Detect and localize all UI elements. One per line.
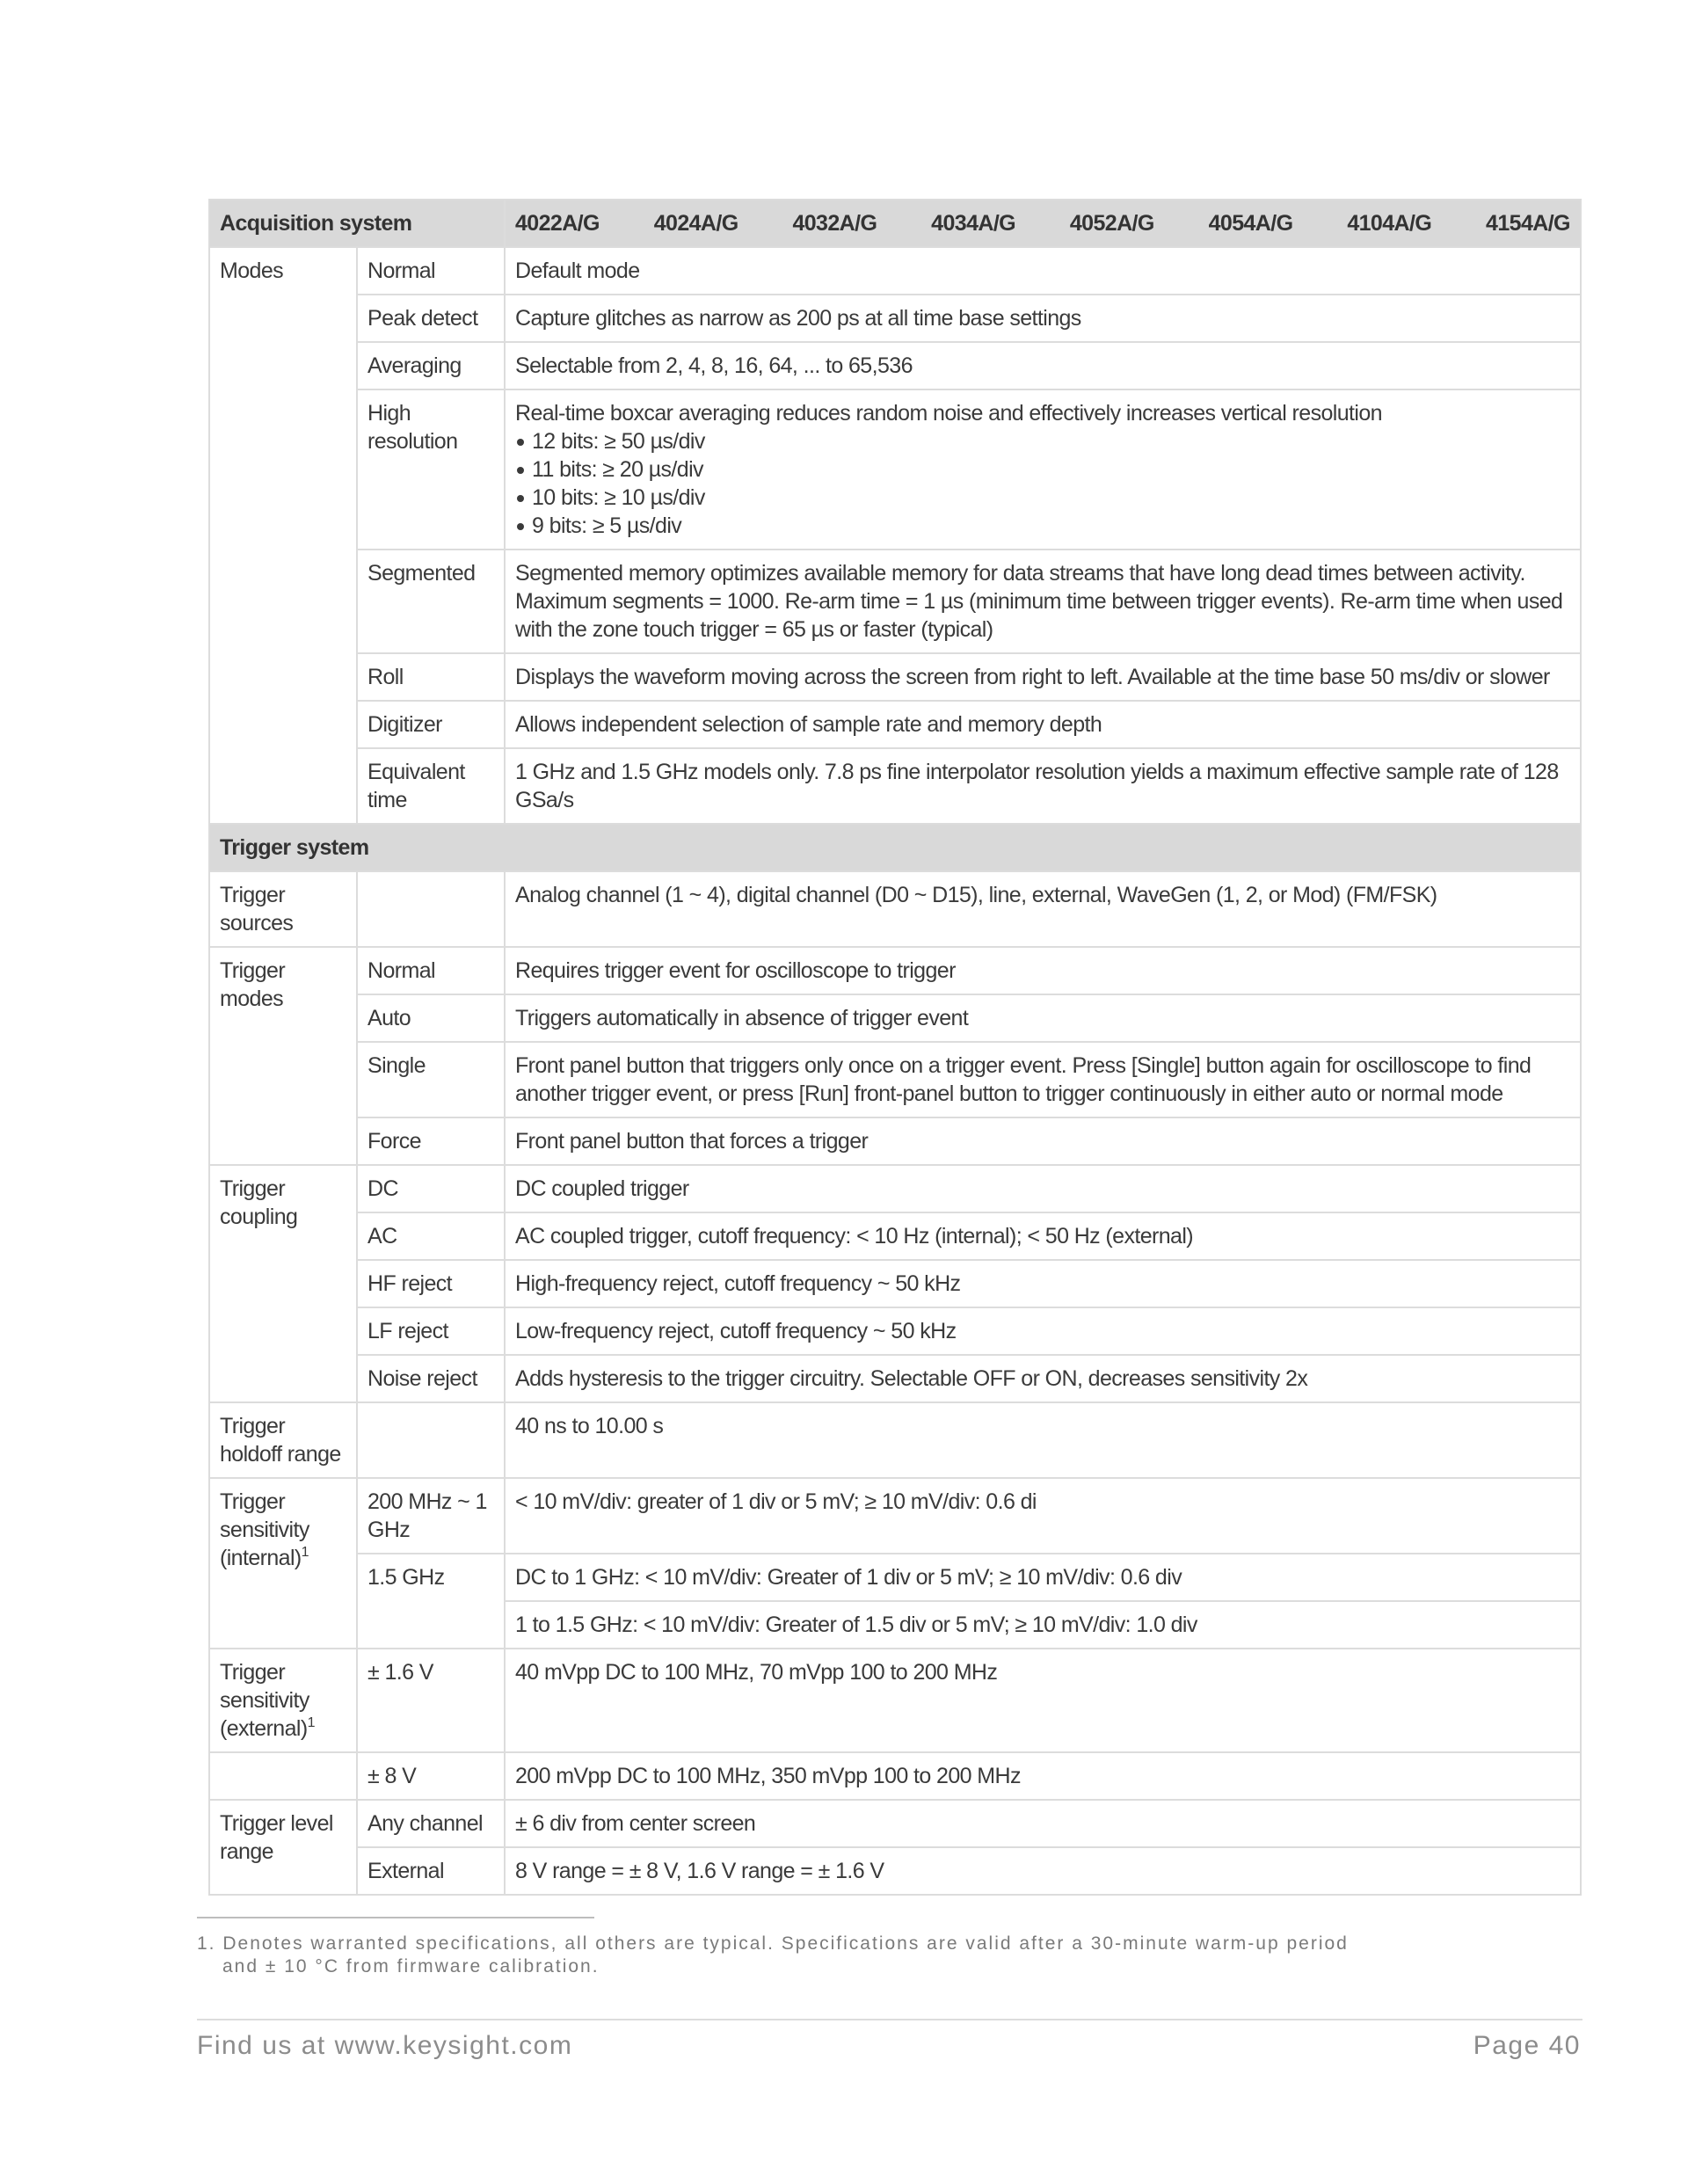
description: Triggers automatically in absence of trigger event xyxy=(505,994,1581,1042)
table-row xyxy=(209,1355,1581,1402)
description: 8 V range = ± 8 V, 1.6 V range = ± 1.6 V xyxy=(505,1847,1581,1895)
table-row xyxy=(209,1042,1581,1117)
table-row xyxy=(209,1260,1581,1307)
row-label: Trigger level range xyxy=(209,1800,357,1895)
description-cell xyxy=(505,389,1581,550)
description: Capture glitches as narrow as 200 ps at all time base settings xyxy=(505,295,1581,342)
sub-label: ± 1.6 V xyxy=(357,1649,505,1752)
table-row xyxy=(209,871,1581,947)
description: Selectable from 2, 4, 8, 16, 64, ... to 65,536 xyxy=(505,342,1581,389)
table-row xyxy=(209,1752,1581,1800)
description: DC to 1 GHz: < 10 mV/div: Greater of 1 div or 5 mV; ≥ 10 mV/div: 0.6 div xyxy=(505,1554,1581,1601)
description: Low-frequency reject, cutoff frequency ~ 50 kHz xyxy=(505,1307,1581,1355)
sub-label: Single xyxy=(357,1042,505,1117)
sub-label: Normal xyxy=(357,247,505,295)
sub-label: Digitizer xyxy=(357,701,505,748)
model-label: 4052A/G xyxy=(1069,211,1154,236)
row-label: Trigger sources xyxy=(209,871,357,947)
table-row xyxy=(209,701,1581,748)
sub-label: High resolution xyxy=(357,389,505,550)
table-row xyxy=(209,342,1581,389)
sub-label: Roll xyxy=(357,653,505,701)
description: ± 6 div from center screen xyxy=(505,1800,1581,1847)
sub-label: Normal xyxy=(357,947,505,994)
list-item: 12 bits: ≥ 50 µs/div xyxy=(515,427,1570,455)
page-number: Page 40 xyxy=(1473,2031,1581,2060)
model-list xyxy=(505,200,1581,247)
description: Allows independent selection of sample rate and memory depth xyxy=(505,701,1581,748)
table-row xyxy=(209,1165,1581,1212)
sub-label: Peak detect xyxy=(357,295,505,342)
sub-label: External xyxy=(357,1847,505,1895)
model-label: 4034A/G xyxy=(931,211,1016,236)
row-label: Trigger sensitivity (internal) xyxy=(220,1489,309,1570)
table-row xyxy=(209,1402,1581,1478)
sub-label: Auto xyxy=(357,994,505,1042)
acquisition-title: Acquisition system xyxy=(209,200,505,247)
sub-label: LF reject xyxy=(357,1307,505,1355)
model-label: 4104A/G xyxy=(1347,211,1432,236)
bullet-list xyxy=(515,427,1570,540)
footnote-divider xyxy=(197,1917,594,1918)
description: Displays the waveform moving across the screen from right to left. Available at the time base 50 ms/div or slower xyxy=(505,653,1581,701)
row-label: Trigger holdoff range xyxy=(209,1402,357,1478)
row-label: Trigger coupling xyxy=(209,1165,357,1402)
model-label: 4154A/G xyxy=(1486,211,1570,236)
description: Default mode xyxy=(505,247,1581,295)
trigger-header-row xyxy=(209,824,1581,871)
table-row xyxy=(209,653,1581,701)
row-label: Trigger sensitivity (external) xyxy=(220,1660,309,1741)
description: Requires trigger event for oscilloscope to trigger xyxy=(505,947,1581,994)
table-row xyxy=(209,1800,1581,1847)
description: Adds hysteresis to the trigger circuitry. Selectable OFF or ON, decreases sensitivity 2x xyxy=(505,1355,1581,1402)
table-row xyxy=(209,1307,1581,1355)
sub-label: Averaging xyxy=(357,342,505,389)
sub-label: 200 MHz ~ 1 GHz xyxy=(357,1478,505,1554)
table-row xyxy=(209,947,1581,994)
table-row xyxy=(209,247,1581,295)
footer-divider xyxy=(197,2019,1582,2020)
description: 200 mVpp DC to 100 MHz, 350 mVpp 100 to 200 MHz xyxy=(505,1752,1581,1800)
list-item: 11 bits: ≥ 20 µs/div xyxy=(515,455,1570,484)
sub-label: Equivalent time xyxy=(357,748,505,824)
sub-label: ± 8 V xyxy=(357,1752,505,1800)
row-label-cell xyxy=(209,1649,357,1752)
table-row xyxy=(209,1117,1581,1165)
table-row xyxy=(209,295,1581,342)
footer-website: Find us at www.keysight.com xyxy=(197,2031,573,2060)
empty-cell xyxy=(357,871,505,947)
empty-cell xyxy=(357,1402,505,1478)
description: AC coupled trigger, cutoff frequency: < 10 Hz (internal); < 50 Hz (external) xyxy=(505,1212,1581,1260)
description: 40 mVpp DC to 100 MHz, 70 mVpp 100 to 200 MHz xyxy=(505,1649,1581,1752)
footnote xyxy=(197,1933,1428,1978)
table-row xyxy=(209,994,1581,1042)
table-row xyxy=(209,1847,1581,1895)
row-label: Trigger modes xyxy=(209,947,357,1165)
model-label: 4054A/G xyxy=(1208,211,1293,236)
table-row xyxy=(209,748,1581,824)
spec-table xyxy=(208,199,1582,1896)
description: DC coupled trigger xyxy=(505,1165,1581,1212)
footnote-marker: 1 xyxy=(301,1545,309,1560)
description: < 10 mV/div: greater of 1 div or 5 mV; ≥ 10 mV/div: 0.6 di xyxy=(505,1478,1581,1554)
model-label: 4022A/G xyxy=(515,211,600,236)
empty-cell xyxy=(209,1752,357,1800)
sub-label: Force xyxy=(357,1117,505,1165)
description: Real-time boxcar averaging reduces random noise and effectively increases vertical resolution xyxy=(515,401,1382,426)
sub-label: HF reject xyxy=(357,1260,505,1307)
sub-label: Segmented xyxy=(357,550,505,653)
footnote-line: and ± 10 °C from firmware calibration. xyxy=(222,1956,600,1977)
table-row xyxy=(209,1649,1581,1752)
sub-label: AC xyxy=(357,1212,505,1260)
list-item: 10 bits: ≥ 10 µs/div xyxy=(515,484,1570,512)
description: Front panel button that triggers only once on a trigger event. Press [Single] button again for oscilloscope to find another trigger event, or press [Run] front-panel button to trigger continuously in either auto or normal mode xyxy=(505,1042,1581,1117)
sub-label: Noise reject xyxy=(357,1355,505,1402)
description: 40 ns to 10.00 s xyxy=(505,1402,1581,1478)
description: Front panel button that forces a trigger xyxy=(505,1117,1581,1165)
description: 1 to 1.5 GHz: < 10 mV/div: Greater of 1.5 div or 5 mV; ≥ 10 mV/div: 1.0 div xyxy=(505,1601,1581,1649)
modes-label: Modes xyxy=(209,247,357,824)
description: Analog channel (1 ~ 4), digital channel (D0 ~ D15), line, external, WaveGen (1, 2, or Mod) (FM/FSK) xyxy=(505,871,1581,947)
table-row xyxy=(209,550,1581,653)
table-row xyxy=(209,389,1581,550)
description: 1 GHz and 1.5 GHz models only. 7.8 ps fine interpolator resolution yields a maximum effective sample rate of 128 GSa/s xyxy=(505,748,1581,824)
table-row xyxy=(209,1478,1581,1554)
trigger-title: Trigger system xyxy=(209,824,1581,871)
row-label-cell xyxy=(209,1478,357,1649)
footnote-line: 1. Denotes warranted specifications, all others are typical. Specifications are valid after a 30-minute warm-up period xyxy=(197,1933,1349,1954)
sub-label: 1.5 GHz xyxy=(357,1554,505,1649)
model-label: 4032A/G xyxy=(792,211,877,236)
description: High-frequency reject, cutoff frequency ~ 50 kHz xyxy=(505,1260,1581,1307)
model-label: 4024A/G xyxy=(653,211,738,236)
list-item: 9 bits: ≥ 5 µs/div xyxy=(515,512,1570,540)
sub-label: Any channel xyxy=(357,1800,505,1847)
table-row xyxy=(209,1212,1581,1260)
footnote-marker: 1 xyxy=(307,1715,315,1730)
table-row xyxy=(209,1554,1581,1601)
sub-label: DC xyxy=(357,1165,505,1212)
acquisition-header-row xyxy=(209,200,1581,247)
description: Segmented memory optimizes available memory for data streams that have long dead times between activity. Maximum segments = 1000. Re-arm time = 1 µs (minimum time between trigger events). Re-arm time when used with the zone touch trigger = 65 µs or faster (typical) xyxy=(505,550,1581,653)
